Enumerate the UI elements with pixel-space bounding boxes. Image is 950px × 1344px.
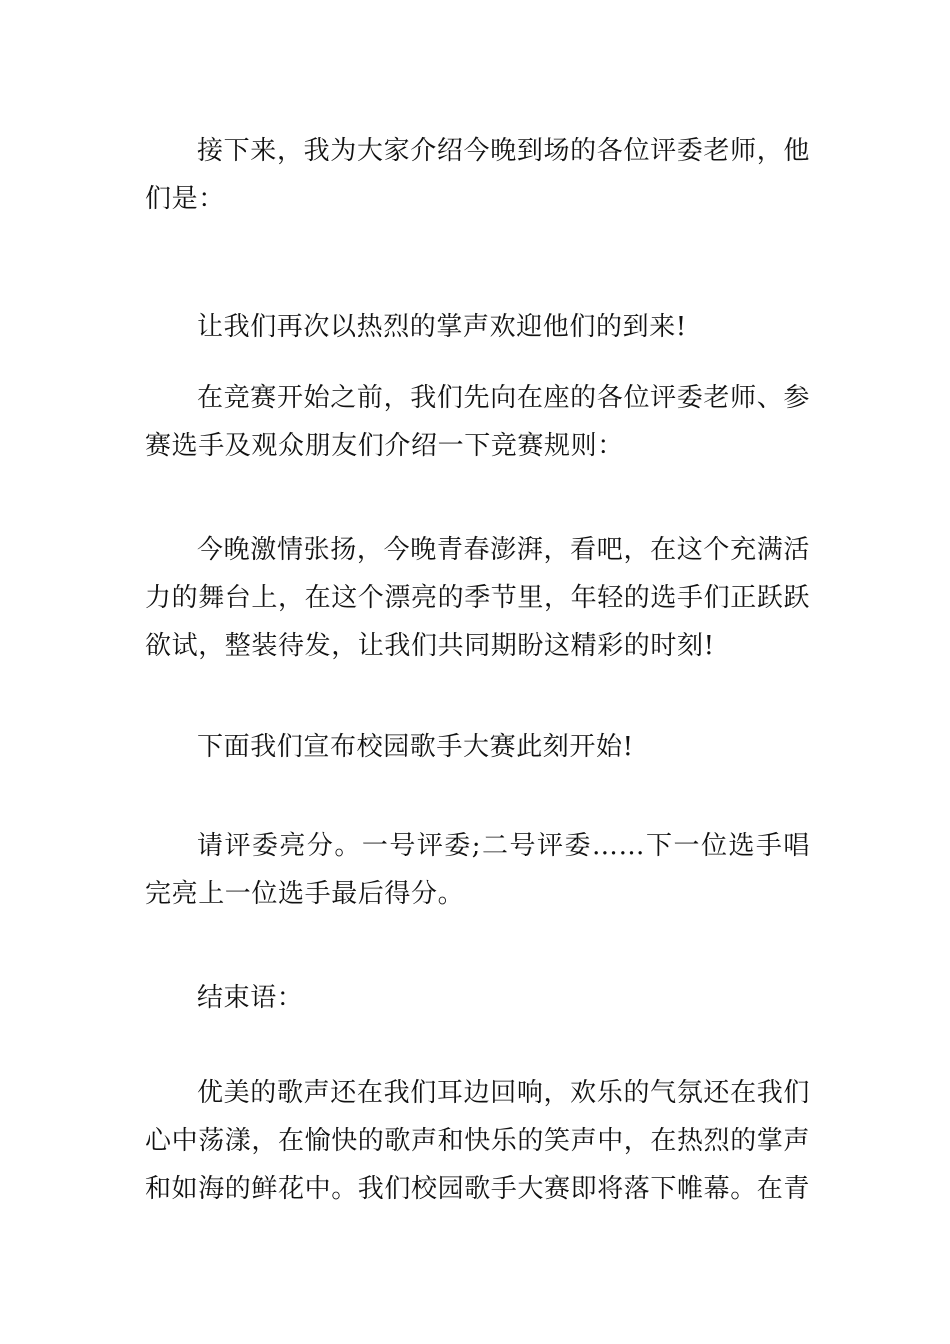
paragraph-closing-speech: 优美的歌声还在我们耳边回响，欢乐的气氛还在我们心中荡漾，在愉快的歌声和快乐的笑声中，在热烈的掌声和如海的鲜花中。我们校园歌手大赛即将落下帷幕。在青 xyxy=(145,1078,811,1204)
paragraph-judges-intro: 接下来，我为大家介绍今晚到场的各位评委老师，他们是： xyxy=(145,136,810,214)
paragraph-scoring: 请评委亮分。一号评委;二号评委……下一位选手唱完亮上一位选手最后得分。 xyxy=(145,831,810,909)
paragraph-closing-heading: 结束语： xyxy=(197,983,304,1013)
paragraph-passion: 今晚激情张扬，今晚青春澎湃，看吧，在这个充满活力的舞台上，在这个漂亮的季节里，年轻的选手们正跃跃欲试，整装待发，让我们共同期盼这精彩的时刻! xyxy=(145,535,811,661)
paragraph-rules-intro: 在竞赛开始之前，我们先向在座的各位评委老师、参赛选手及观众朋友们介绍一下竞赛规则： xyxy=(145,383,810,461)
paragraph-welcome-applause: 让我们再次以热烈的掌声欢迎他们的到来! xyxy=(197,312,687,342)
paragraph-start-announcement: 下面我们宣布校园歌手大赛此刻开始! xyxy=(197,732,634,762)
